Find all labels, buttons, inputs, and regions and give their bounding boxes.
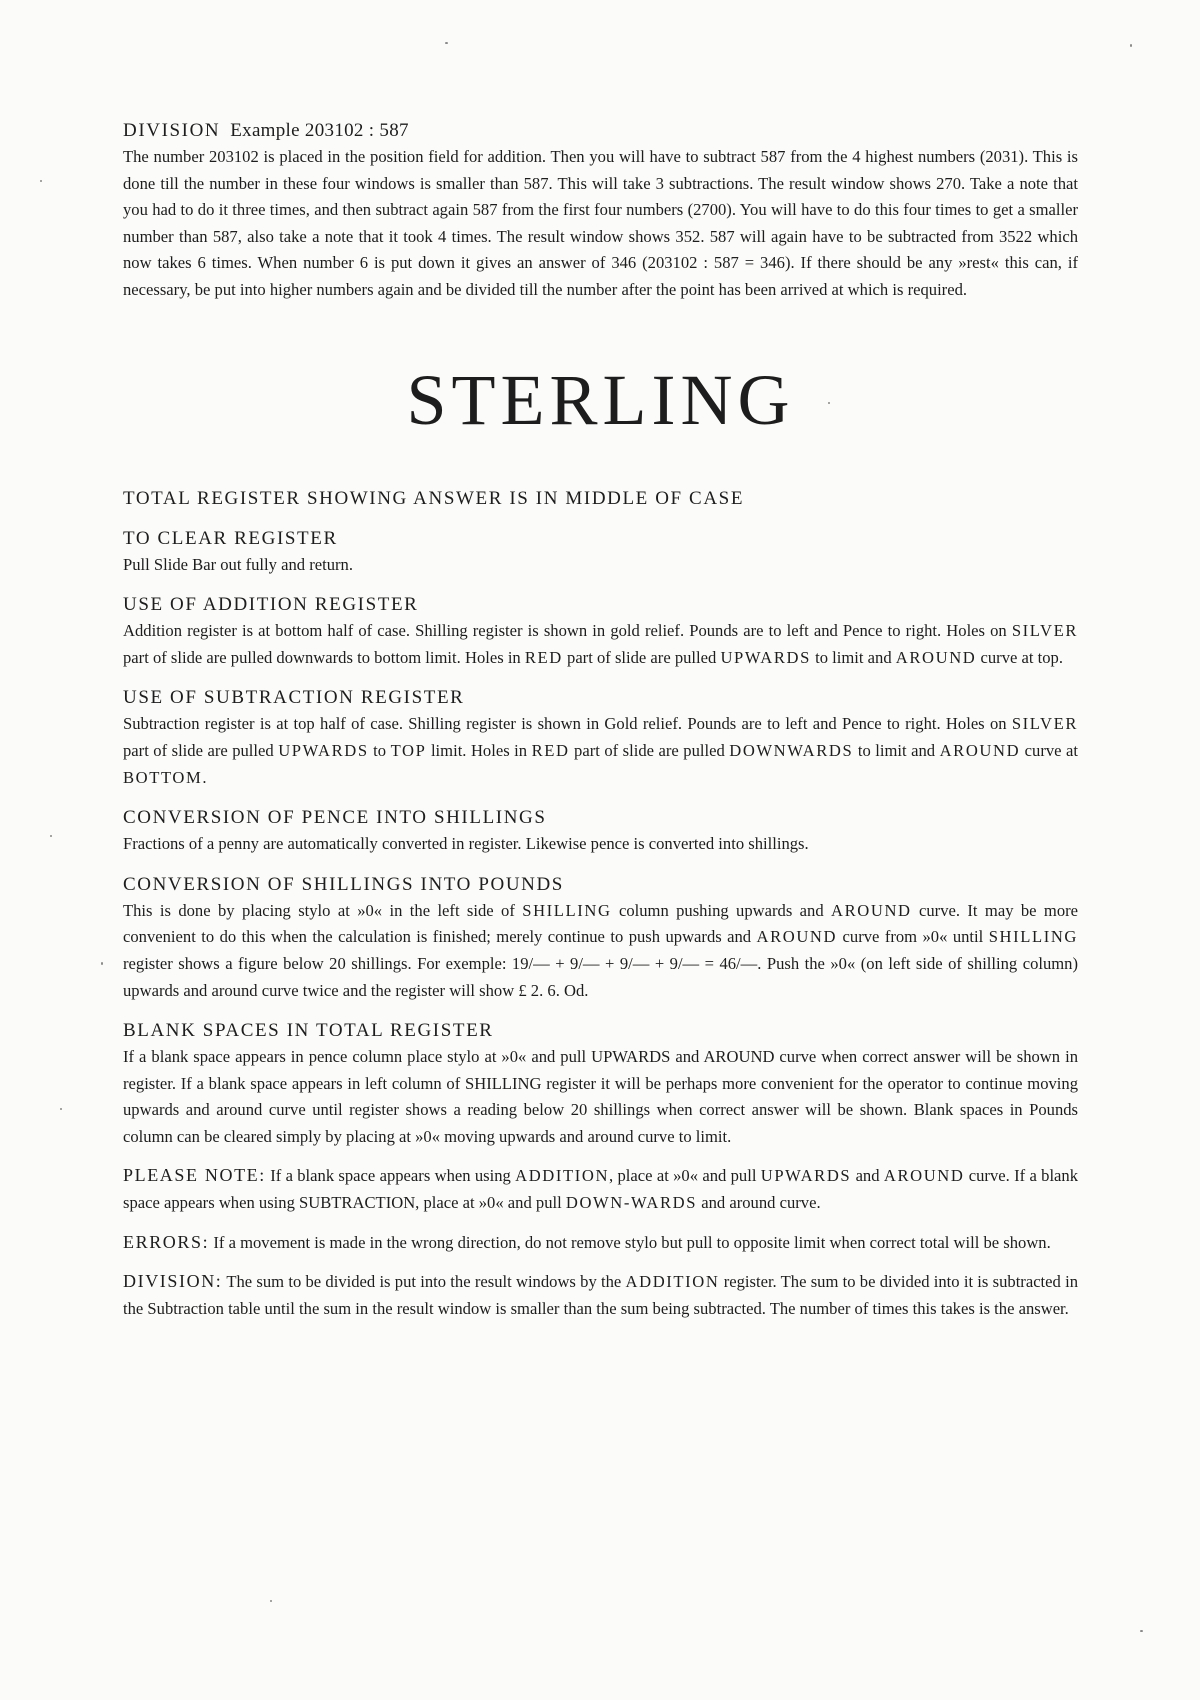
page-title: STERLING: [406, 359, 795, 440]
clear-register-paragraph: Pull Slide Bar out fully and return.: [123, 554, 353, 574]
paper-speck: [1140, 1630, 1143, 1632]
shillings-conversion-heading: CONVERSION OF SHILLINGS INTO POUNDS: [123, 873, 564, 895]
addition-register-heading: USE OF ADDITION REGISTER: [123, 594, 419, 616]
paper-speck: [1130, 44, 1132, 47]
division-note-lead: DIVISION:: [123, 1271, 223, 1292]
paper-speck: [50, 835, 52, 837]
addition-register-section: [123, 592, 1078, 671]
paper-speck: [828, 402, 830, 404]
division-example-section: [123, 118, 1078, 304]
subtraction-register-heading: USE OF SUBTRACTION REGISTER: [123, 687, 465, 709]
division-example-paragraph: The number 203102 is placed in the position field for addition. Then you will have to subtract 587 from the 4 highest numbers (2031). This is done till the number in these four windows is smaller than 587. This will take 3 subtractions. The result window shows 270. Take a note that you had to do it three times, and then subtract again 587 from the first four numbers (2700). You will have to do this four times to get a smaller number than 587, also take a note that it took 4 times. The result window shows 352. 587 will again have to be subtracted from 3522 which now takes 6 times. When number 6 is put down it gives an answer of 346 (203102 : 587 = 346). If there should be any »rest« this can, if necessary, be put into higher numbers again and be divided till the number after the point has been arrived at which is required.: [123, 147, 1078, 299]
total-register-section: [123, 486, 1078, 512]
pence-conversion-heading: CONVERSION OF PENCE INTO SHILLINGS: [123, 807, 547, 829]
paper-speck: [445, 42, 448, 44]
division-example-heading: [123, 118, 1078, 144]
shillings-conversion-paragraph: This is done by placing stylo at »0« in the left side of SHILLING column pushing upwards and AROUND curve. It may be more convenient to do this when the calculation is finished; merely continue to push upwards and AROUND curve from »0« until SHILLING register shows a figure below 20 shillings. For exemple: 19/— + 9/— + 9/— + 9/— = 46/—. Push the »0« (on left side of shilling column) upwards and around curve twice and the register will show £ 2. 6. Od.: [123, 900, 1079, 1000]
division-note-paragraph: DIVISION: The sum to be divided is put into the result windows by the ADDITION register. The sum to be divided into it is subtracted in the Subtraction table until the sum in the result window is smaller than the sum being subtracted. The number of times this takes is the answer.: [123, 1271, 1078, 1318]
subtraction-register-paragraph: Subtraction register is at top half of case. Shilling register is shown in Gold relief. Pounds are to left and Pence to right. Holes on SILVER part of slide are pulled UPWARDS to TOP limit. Holes in RED part of slide are pulled DOWNWARDS to limit and AROUND curve at BOTTOM.: [123, 714, 1078, 787]
division-example-text: Example 203102 : 587: [230, 120, 409, 141]
errors-lead: ERRORS:: [123, 1231, 210, 1252]
please-note-paragraph: PLEASE NOTE: If a blank space appears when using ADDITION, place at »0« and pull UPWARDS and AROUND curve. If a blank space appears when using SUBTRACTION, place at »0« and pull DOWN-WARDS and around curve.: [123, 1165, 1079, 1213]
please-note-lead: PLEASE NOTE:: [123, 1165, 266, 1186]
total-register-heading: TOTAL REGISTER SHOWING ANSWER IS IN MIDDLE OF CASE: [123, 487, 745, 509]
shillings-conversion-section: [123, 872, 1078, 1004]
subtraction-register-section: [123, 685, 1078, 791]
paper-speck: [60, 1108, 62, 1110]
paper-speck: [270, 1600, 272, 1602]
addition-register-paragraph: Addition register is at bottom half of case. Shilling register is shown in gold relief. Pounds are to left and Pence to right. Holes on SILVER part of slide are pulled downwards to bottom limit. Holes in RED part of slide are pulled UPWARDS to limit and AROUND curve at top.: [123, 621, 1078, 667]
pence-conversion-section: [123, 805, 1078, 858]
clear-register-section: [123, 526, 1078, 579]
errors-paragraph: ERRORS: If a movement is made in the wrong direction, do not remove stylo but pull to opposite limit when correct total will be shown.: [123, 1231, 1051, 1252]
please-note-section: [123, 1162, 1078, 1216]
blank-spaces-heading: BLANK SPACES IN TOTAL REGISTER: [123, 1020, 494, 1042]
blank-spaces-paragraph: If a blank space appears in pence column place stylo at »0« and pull UPWARDS and AROUND curve when correct answer will be shown in register. If a blank space appears in left column of SHILLING register it will be perhaps more convenient for the operator to continue moving upwards and around curve until register shows a reading below 20 shillings when correct answer will be shown. Blank spaces in Pounds column can be cleared simply by placing at »0« moving upwards and around curve to limit.: [123, 1047, 1078, 1146]
blank-spaces-section: [123, 1018, 1078, 1150]
document-page: [123, 118, 1078, 1322]
division-heading-text: DIVISION: [123, 120, 221, 141]
paper-speck: [40, 180, 42, 182]
clear-register-heading: TO CLEAR REGISTER: [123, 527, 338, 549]
errors-section: [123, 1229, 1078, 1257]
division-note-section: [123, 1268, 1078, 1322]
pence-conversion-paragraph: Fractions of a penny are automatically converted in register. Likewise pence is converted into shillings.: [123, 834, 809, 854]
paper-speck: [101, 962, 103, 965]
